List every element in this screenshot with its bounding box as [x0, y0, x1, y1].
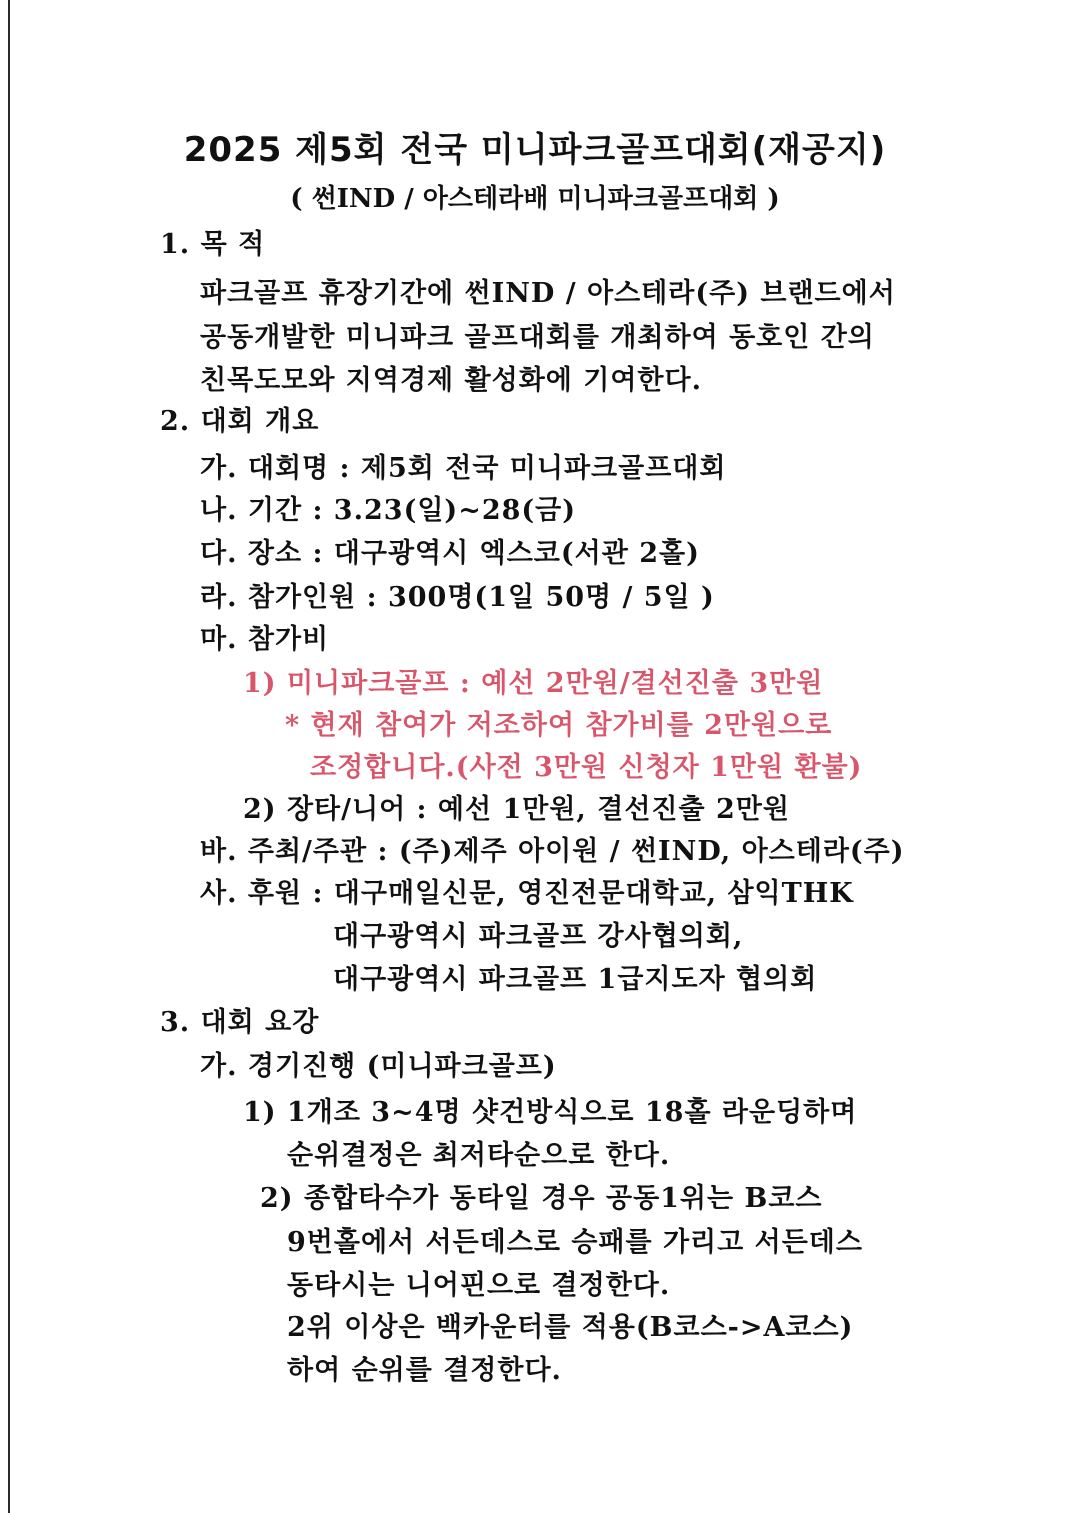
rule-line: 9번홀에서 서든데스로 승패를 가리고 서든데스 — [287, 1227, 863, 1258]
fee-mini-park-golf: 1) 미니파크골프 : 예선 2만원/결선진출 3만원 — [243, 668, 824, 699]
rule-line: 2) 종합타수가 동타일 경우 공동1위는 B코스 — [260, 1183, 823, 1214]
event-sponsor: 대구광역시 파크골프 강사협의회, — [333, 921, 744, 952]
fee-note: 조정합니다.(사전 3만원 신청자 1만원 환불) — [310, 752, 863, 783]
rule-line: 하여 순위를 결정한다. — [287, 1355, 562, 1386]
rule-line: 순위결정은 최저타순으로 한다. — [287, 1140, 671, 1171]
event-sponsor: 대구광역시 파크골프 1급지도자 협의회 — [333, 964, 818, 995]
rule-line: 2위 이상은 백카운터를 적용(B코스->A코스) — [287, 1312, 854, 1343]
section-3-heading: 3. 대회 요강 — [160, 1007, 320, 1038]
section-2-heading: 2. 대회 개요 — [160, 406, 320, 437]
event-name: 가. 대회명 : 제5회 전국 미니파크골프대회 — [200, 453, 727, 484]
event-participants: 라. 참가인원 : 300명(1일 50명 / 5일 ) — [200, 582, 715, 613]
document-title: 2025 제5회 전국 미니파크골프대회(재공지) — [183, 130, 887, 170]
event-venue: 다. 장소 : 대구광역시 엑스코(서관 2홀) — [200, 538, 700, 569]
section-1-line: 파크골프 휴장기간에 썬IND / 아스테라(주) 브랜드에서 — [200, 278, 896, 309]
fee-heading: 마. 참가비 — [200, 624, 330, 655]
section-3-subheading: 가. 경기진행 (미니파크골프) — [200, 1051, 557, 1082]
event-host: 바. 주최/주관 : (주)제주 아이원 / 썬IND, 아스테라(주) — [200, 836, 905, 867]
document-subtitle: ( 썬IND / 아스테라배 미니파크골프대회 ) — [290, 184, 780, 214]
rule-line: 동타시는 니어핀으로 결정한다. — [287, 1270, 671, 1301]
section-1-line: 공동개발한 미니파크 골프대회를 개최하여 동호인 간의 — [200, 322, 875, 353]
section-1-heading: 1. 목 적 — [160, 229, 266, 260]
scan-edge — [8, 0, 10, 1513]
section-1-line: 친목도모와 지역경제 활성화에 기여한다. — [200, 365, 702, 396]
fee-note: * 현재 참여가 저조하여 참가비를 2만원으로 — [285, 710, 833, 741]
event-period: 나. 기간 : 3.23(일)~28(금) — [200, 495, 577, 526]
fee-long-near: 2) 장타/니어 : 예선 1만원, 결선진출 2만원 — [243, 794, 790, 825]
rule-line: 1) 1개조 3~4명 샷건방식으로 18홀 라운딩하며 — [243, 1097, 858, 1128]
event-sponsor: 사. 후원 : 대구매일신문, 영진전문대학교, 삼익THK — [200, 878, 854, 909]
